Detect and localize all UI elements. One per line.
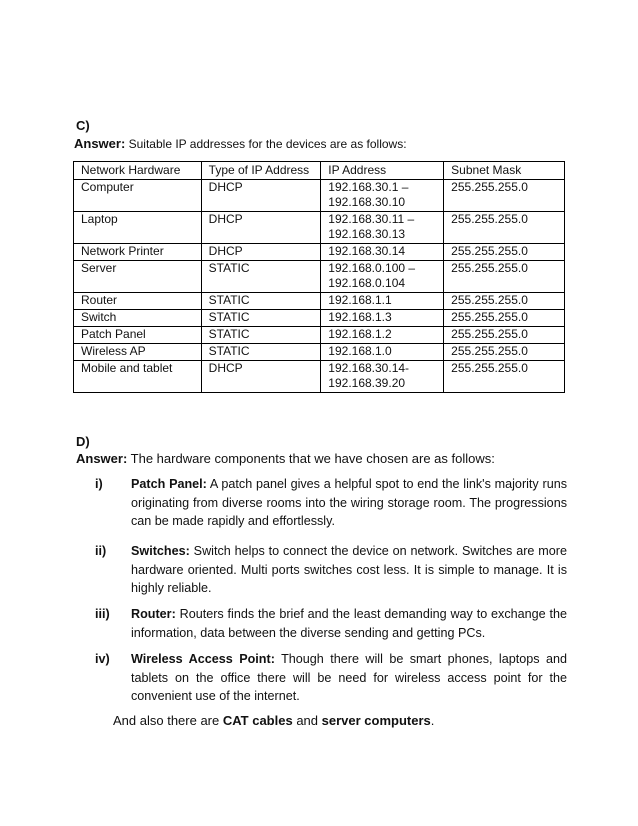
ip-type-cell: STATIC	[201, 327, 321, 344]
table-row	[74, 327, 565, 344]
list-text: Wireless Access Point: Though there will be smart phones, laptops and tablets on the office there will be need for wireless access point for the convenient use of the internet.	[131, 652, 567, 703]
table-row	[74, 361, 565, 393]
ip-address-cell: 192.168.30.11 – 192.168.30.13	[321, 212, 444, 244]
list-number: iii)	[95, 607, 110, 621]
ip-address-cell: 192.168.0.100 – 192.168.0.104	[321, 261, 444, 293]
list-item	[95, 475, 567, 531]
ip-type-cell: STATIC	[201, 261, 321, 293]
ip-address-table	[73, 161, 565, 393]
subnet-cell: 255.255.255.0	[444, 310, 565, 327]
list-number: i)	[95, 477, 103, 491]
item-title: Router:	[131, 607, 176, 621]
hardware-cell: Network Printer	[74, 244, 202, 261]
ip-type-cell: STATIC	[201, 293, 321, 310]
subnet-cell: 255.255.255.0	[444, 212, 565, 244]
ip-address-cell: 192.168.1.2	[321, 327, 444, 344]
ip-type-cell: DHCP	[201, 244, 321, 261]
ip-type-cell: DHCP	[201, 180, 321, 212]
list-text: Switches: Switch helps to connect the device on network. Switches are more hardware oriented. Multi ports switches cost less. It is simple to manage. It is highly reliable.	[131, 544, 567, 595]
ip-type-cell: STATIC	[201, 344, 321, 361]
header-cell: IP Address	[321, 162, 444, 180]
closing-sentence: And also there are CAT cables and server computers.	[113, 713, 435, 728]
hardware-cell: Router	[74, 293, 202, 310]
section-d-heading: D)	[76, 434, 90, 449]
subnet-cell: 255.255.255.0	[444, 327, 565, 344]
header-cell: Type of IP Address	[201, 162, 321, 180]
subnet-cell: 255.255.255.0	[444, 344, 565, 361]
table-row	[74, 344, 565, 361]
hardware-cell: Wireless AP	[74, 344, 202, 361]
table-row	[74, 310, 565, 327]
list-item	[95, 542, 567, 598]
list-item	[95, 605, 567, 642]
list-number: ii)	[95, 544, 107, 558]
ip-address-cell: 192.168.1.1	[321, 293, 444, 310]
server-computers-text: server computers	[321, 713, 431, 728]
list-item	[95, 650, 567, 706]
ip-address-cell: 192.168.30.1 – 192.168.30.10	[321, 180, 444, 212]
table-row	[74, 180, 565, 212]
hardware-cell: Server	[74, 261, 202, 293]
answer-text: The hardware components that we have chosen are as follows:	[127, 451, 495, 466]
list-text: Router: Routers finds the brief and the least demanding way to exchange the information, data between the diverse sending and getting PCs.	[131, 607, 567, 640]
answer-text: Suitable IP addresses for the devices are as follows:	[125, 137, 407, 151]
table-row	[74, 212, 565, 244]
ip-address-cell: 192.168.1.3	[321, 310, 444, 327]
answer-label: Answer:	[74, 136, 126, 151]
header-cell: Network Hardware	[74, 162, 202, 180]
table-header-row	[74, 162, 565, 180]
section-d-answer	[76, 451, 495, 466]
table-row	[74, 293, 565, 310]
ip-address-cell: 192.168.1.0	[321, 344, 444, 361]
list-text: Patch Panel: A patch panel gives a helpful spot to end the link's majority runs originating from diverse rooms into the wiring storage room. The progressions can be made rapidly and effortlessly.	[131, 477, 567, 528]
subnet-cell: 255.255.255.0	[444, 244, 565, 261]
ip-address-cell: 192.168.30.14- 192.168.39.20	[321, 361, 444, 393]
section-c-answer	[74, 136, 407, 151]
item-title: Patch Panel:	[131, 477, 207, 491]
cat-cables-text: CAT cables	[222, 713, 293, 728]
list-number: iv)	[95, 652, 110, 666]
header-cell: Subnet Mask	[444, 162, 565, 180]
ip-type-cell: DHCP	[201, 212, 321, 244]
hardware-cell: Mobile and tablet	[74, 361, 202, 393]
subnet-cell: 255.255.255.0	[444, 261, 565, 293]
ip-type-cell: STATIC	[201, 310, 321, 327]
hardware-cell: Laptop	[74, 212, 202, 244]
item-title: Switches:	[131, 544, 190, 558]
subnet-cell: 255.255.255.0	[444, 293, 565, 310]
ip-type-cell: DHCP	[201, 361, 321, 393]
hardware-cell: Computer	[74, 180, 202, 212]
answer-label: Answer:	[76, 451, 128, 466]
subnet-cell: 255.255.255.0	[444, 180, 565, 212]
table-row	[74, 261, 565, 293]
table-row	[74, 244, 565, 261]
ip-address-cell: 192.168.30.14	[321, 244, 444, 261]
item-title: Wireless Access Point:	[131, 652, 275, 666]
section-c-heading: C)	[76, 118, 90, 133]
hardware-cell: Switch	[74, 310, 202, 327]
subnet-cell: 255.255.255.0	[444, 361, 565, 393]
hardware-cell: Patch Panel	[74, 327, 202, 344]
